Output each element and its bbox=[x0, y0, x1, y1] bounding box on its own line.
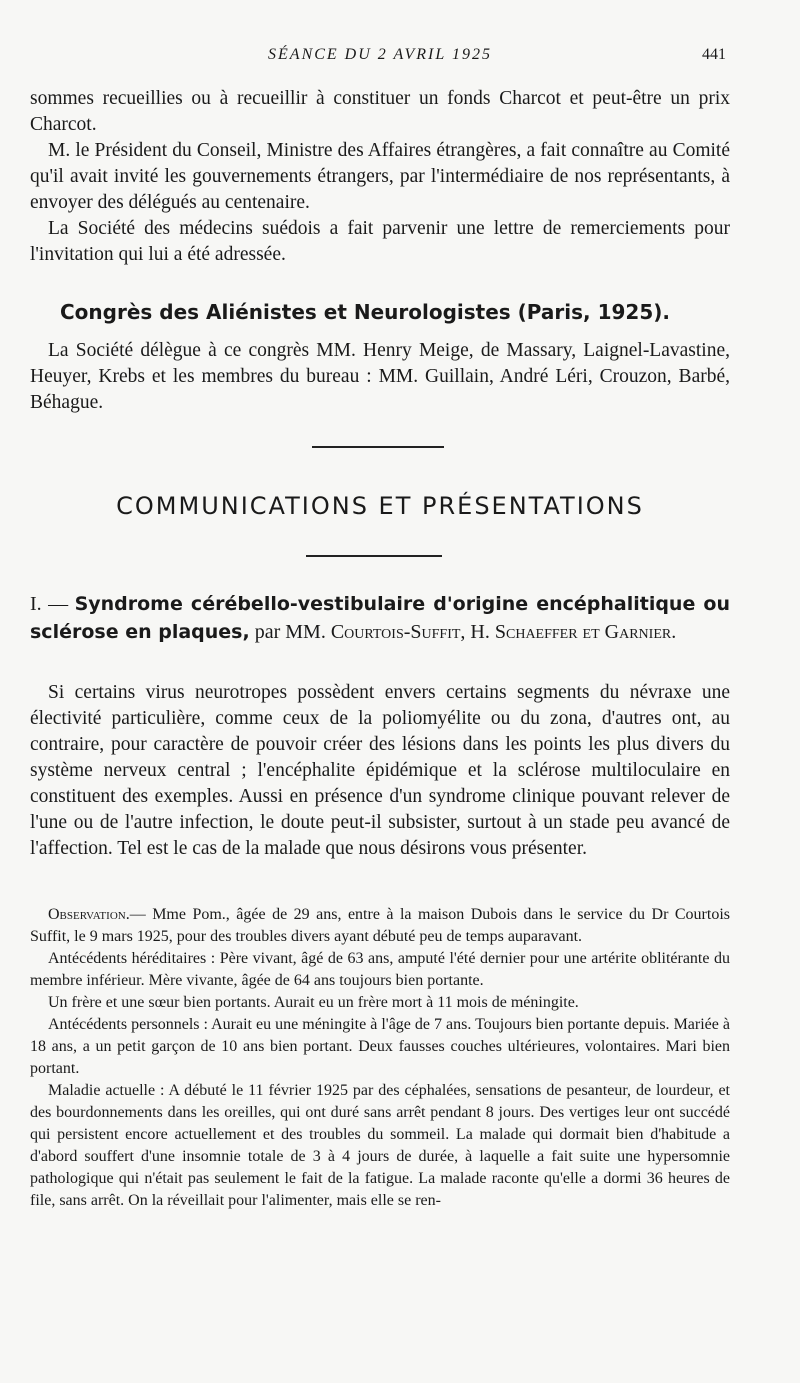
article-title: Syndrome cérébello-vestibulaire d'origine encéphalitique ou sclérose en plaques, bbox=[30, 593, 730, 643]
paragraph: M. le Président du Conseil, Ministre des Affaires étrangères, a fait connaître au Comité qu'il avait invité les gouvernements étrangers, par l'intermédiaire de nos représentants, à envoyer des délégués au centenaire. bbox=[30, 140, 730, 213]
section-title: COMMUNICATIONS ET PRÉSENTATIONS bbox=[116, 492, 644, 520]
paragraph: La Société des médecins suédois a fait parvenir une lettre de remerciements pour l'invitation qui lui a été adressée. bbox=[30, 218, 730, 265]
congres-block bbox=[30, 338, 730, 416]
paragraph: Si certains virus neurotropes possèdent envers certains segments du névraxe une électivité particulière, comme ceux de la poliomyélite ou du zona, d'autres ont, au contraire, pour caractère de pouvoir créer des lésions dans les points les plus divers du système nerveux central ; l'encéphalite épidémique et la sclérose multiloculaire en constituent des exemples. Aussi en présence d'un syndrome clinique pouvant relever de l'une ou de l'autre infection, le doute peut-il subsister, surtout à un stade peu avancé de l'affection. Tel est le cas de la malade que nous désirons vous présenter. bbox=[30, 682, 730, 859]
article-number: I. — bbox=[30, 593, 69, 615]
paragraph bbox=[30, 904, 730, 948]
article-heading bbox=[30, 590, 730, 646]
observation-text: Mme Pom., âgée de 29 ans, entre à la maison Dubois dans le service du Dr Courtois Suffit, le 9 mars 1925, pour des troubles divers ayant débuté peu de temps auparavant. bbox=[30, 906, 730, 945]
minutes-block bbox=[30, 86, 730, 268]
divider bbox=[306, 555, 442, 557]
paragraph: Antécédents personnels : Aurait eu une méningite à l'âge de 7 ans. Toujours bien portante depuis. Mariée à 18 ans, a un petit garçon de 10 ans bien portant. Deux fausses couches ultérieures, volontaires. Mari bien portant. bbox=[30, 1016, 730, 1077]
paragraph: Antécédents héréditaires : Père vivant, âgé de 63 ans, amputé l'été dernier pour une artérite oblitérante du membre inférieur. Mère vivante, âgée de 64 ans toujours bien portante. bbox=[30, 950, 730, 989]
page-number: 441 bbox=[702, 46, 726, 63]
paragraph: Un frère et une sœur bien portants. Aurait eu un frère mort à 11 mois de méningite. bbox=[48, 994, 579, 1011]
article-intro bbox=[30, 680, 730, 862]
article-authors: Courtois-Suffit, H. Schaeffer et Garnier. bbox=[330, 621, 677, 643]
article-by: par MM. bbox=[254, 621, 326, 643]
running-head bbox=[30, 46, 730, 70]
running-head-title: SÉANCE DU 2 AVRIL 1925 bbox=[268, 46, 492, 63]
observation-block bbox=[30, 904, 730, 1212]
paragraph: sommes recueillies ou à recueillir à constituer un fonds Charcot et peut-être un prix Charcot. bbox=[30, 88, 730, 135]
congres-heading: Congrès des Aliénistes et Neurologistes (Paris, 1925). bbox=[60, 300, 670, 324]
paragraph: Maladie actuelle : A débuté le 11 février 1925 par des céphalées, sensations de pesanteur, de lourdeur, et des bourdonnements dans les oreilles, qui ont duré sans arrêt pendant 8 jours. Des vertiges leur ont succédé qui persistent encore actuellement et des troubles du sommeil. La malade qui dormait bien d'habitude a d'abord souffert d'une insomnie totale de 3 à 4 jours de durée, à laquelle a fait suite une hypersomnie pathologique qui n'était pas seulement le fait de la fatigue. La malade raconte qu'elle a dormi 36 heures de file, sans arrêt. On la réveillait pour l'alimenter, mais elle se ren- bbox=[30, 1082, 730, 1209]
paragraph: La Société délègue à ce congrès MM. Henry Meige, de Massary, Laignel-Lavastine, Heuyer, Krebs et les membres du bureau : MM. Guillain, André Léri, Crouzon, Barbé, Béhague. bbox=[30, 340, 730, 413]
observation-label: Observation.— bbox=[48, 906, 146, 923]
divider bbox=[312, 446, 444, 448]
